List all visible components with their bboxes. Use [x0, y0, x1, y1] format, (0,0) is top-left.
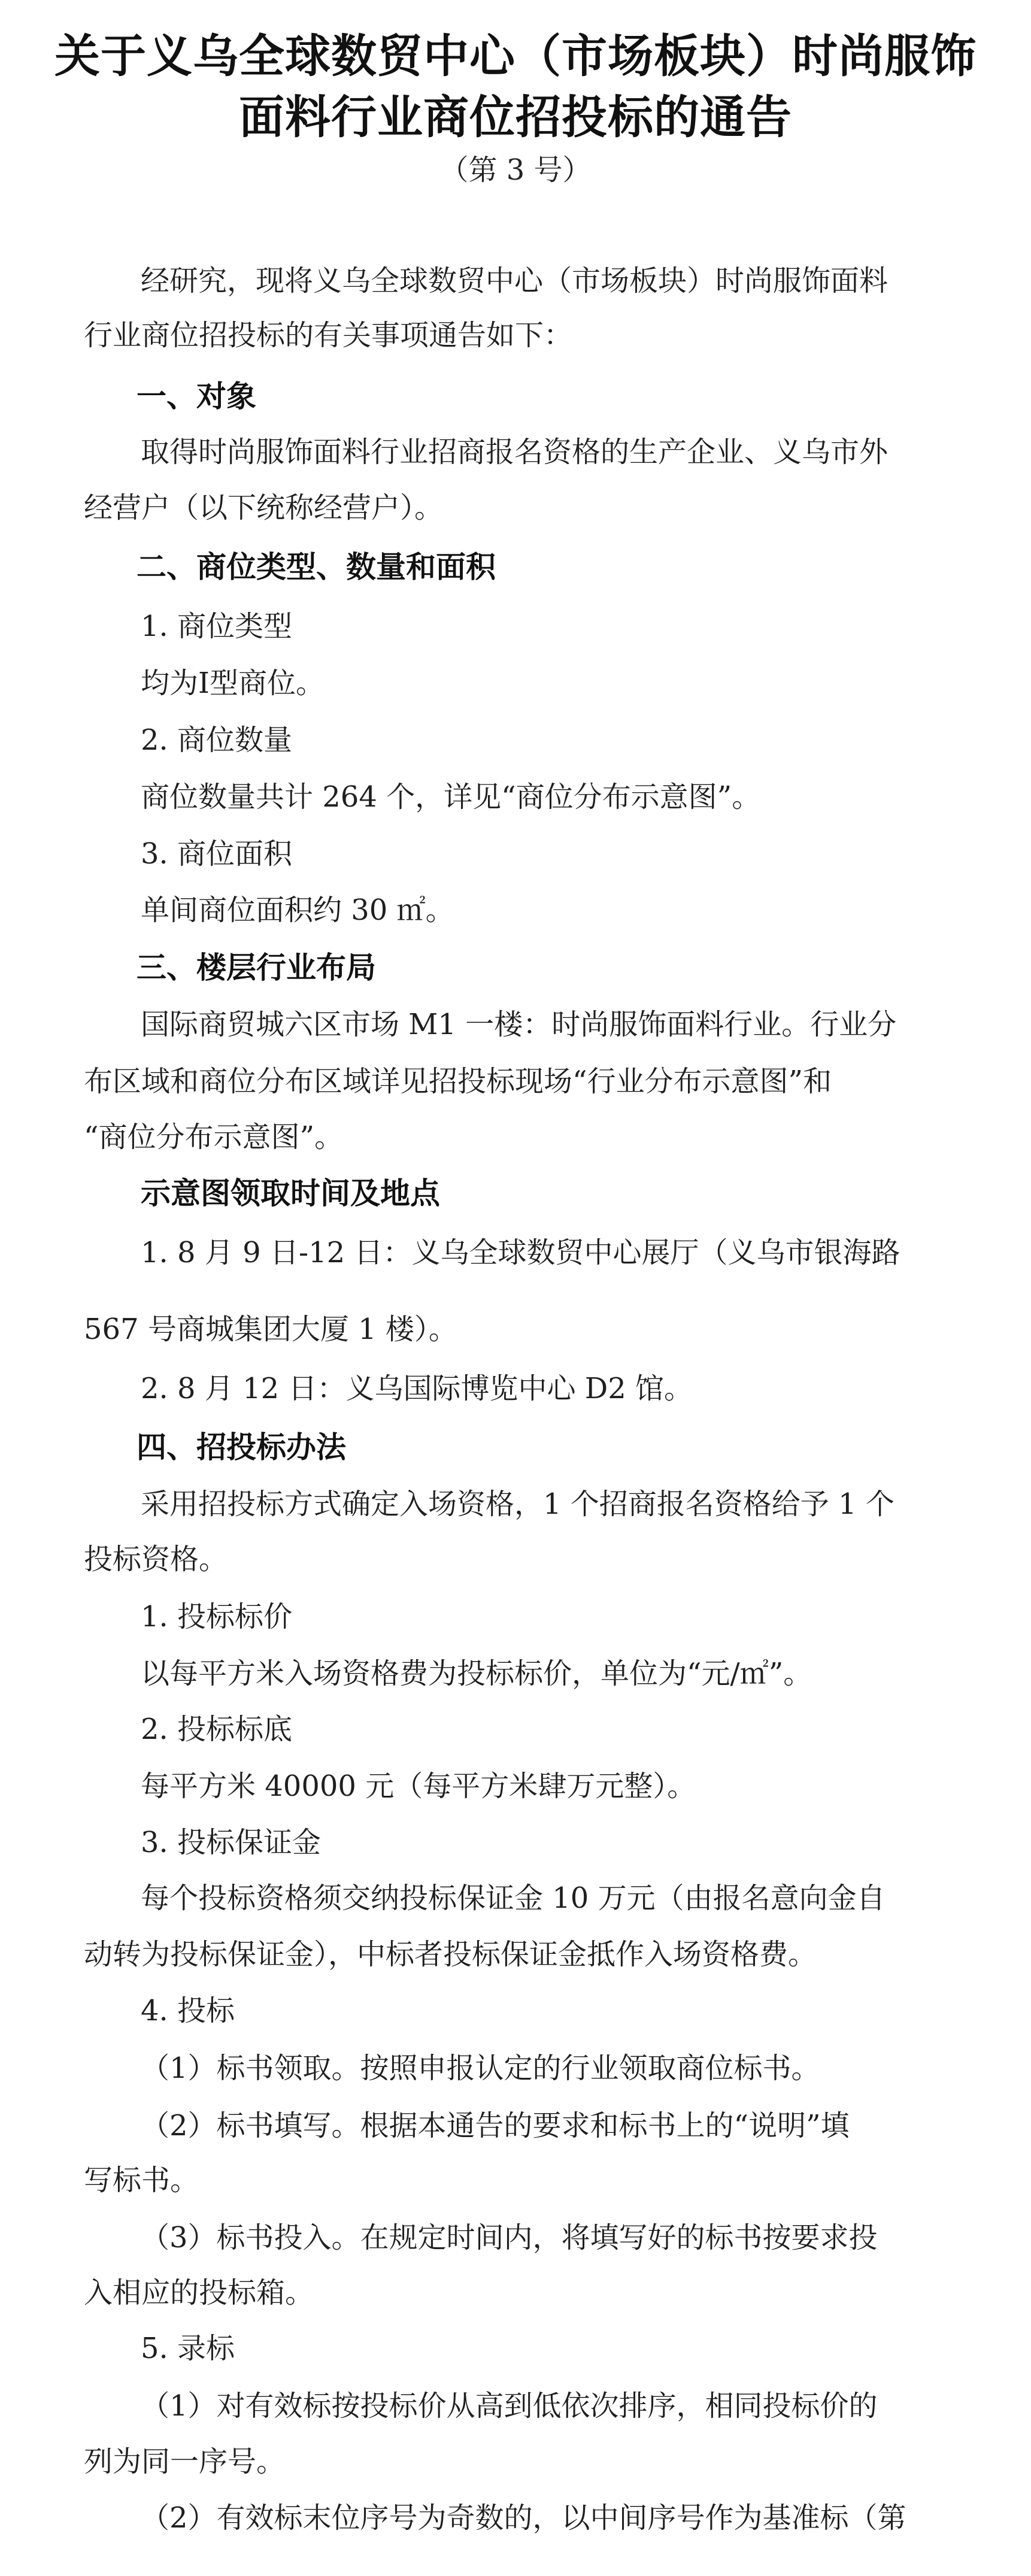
bidding-method-line-2: 投标资格。 [84, 1542, 228, 1576]
notice-title-line-2: 面料行业商位招投标的通告 [239, 90, 792, 144]
stall-area-title: 3. 商位面积 [141, 837, 293, 871]
award-item-1-line-1: （1）对有效标按投标价从高到低依次排序，相同投标价的 [141, 2389, 878, 2423]
section-heading-floor-layout: 三、楼层行业布局 [137, 950, 376, 985]
map-pickup-item-2: 2. 8 月 12 日：义乌国际博览中心 D2 馆。 [141, 1372, 693, 1405]
section1-body-line-1: 取得时尚服饰面料行业招商报名资格的生产企业、义乌市外 [141, 435, 889, 469]
deposit-text-line-2: 动转为投标保证金），中标者投标保证金抵作入场资格费。 [84, 1938, 817, 1971]
stall-area-text: 单间商位面积约 30 ㎡。 [141, 893, 454, 927]
bid-price-title: 1. 投标标价 [141, 1600, 293, 1634]
intro-line-1: 经研究，现将义乌全球数贸中心（市场板块）时尚服饰面料 [141, 264, 889, 298]
map-pickup-heading: 示意图领取时间及地点 [141, 1176, 440, 1211]
reserve-price-text: 每平方米 40000 元（每平方米肆万元整）。 [141, 1769, 696, 1803]
reserve-price-title: 2. 投标标底 [141, 1713, 293, 1746]
issue-number: （第 3 号） [439, 153, 592, 187]
stall-count-title: 2. 商位数量 [141, 723, 293, 757]
intro-line-2: 行业商位招投标的有关事项通告如下： [84, 319, 573, 352]
award-item-1-line-2: 列为同一序号。 [84, 2445, 286, 2478]
map-pickup-item-1-line-2: 567 号商城集团大厦 1 楼）。 [84, 1313, 457, 1346]
deposit-title: 3. 投标保证金 [141, 1826, 322, 1859]
award-item-2: （2）有效标末位序号为奇数的，以中间序号作为基准标（第 [141, 2501, 906, 2535]
floor-layout-line-3: “商位分布示意图”。 [84, 1120, 344, 1154]
section-heading-object: 一、对象 [137, 379, 256, 414]
section-heading-bidding-method: 四、招投标办法 [137, 1430, 346, 1465]
award-title: 5. 录标 [141, 2332, 235, 2365]
bidding-method-line-1: 采用招投标方式确定入场资格，1 个招商报名资格给予 1 个 [141, 1487, 894, 1521]
bid-item-3-line-1: （3）标书投入。在规定时间内，将填写好的标书按要求投 [141, 2221, 878, 2254]
bid-price-text: 以每平方米入场资格费为投标标价，单位为“元/㎡”。 [141, 1657, 812, 1690]
bid-title: 4. 投标 [141, 1994, 235, 2028]
bid-item-2-line-1: （2）标书填写。根据本通告的要求和标书上的“说明”填 [141, 2109, 850, 2142]
floor-layout-line-1: 国际商贸城六区市场 M1 一楼：时尚服饰面料行业。行业分 [141, 1008, 897, 1041]
notice-title-line-1: 关于义乌全球数贸中心（市场板块）时尚服饰 [54, 29, 977, 83]
floor-layout-line-2: 布区域和商位分布区域详见招投标现场“行业分布示意图”和 [84, 1065, 832, 1098]
deposit-text-line-1: 每个投标资格须交纳投标保证金 10 万元（由报名意向金自 [141, 1881, 886, 1915]
section1-body-line-2: 经营户（以下统称经营户）。 [84, 491, 444, 525]
stall-count-text: 商位数量共计 264 个，详见“商位分布示意图”。 [141, 780, 761, 814]
stall-type-title: 1. 商位类型 [141, 610, 293, 643]
map-pickup-item-1-line-1: 1. 8 月 9 日-12 日：义乌全球数贸中心展厅（义乌市银海路 [141, 1236, 900, 1269]
bid-item-3-line-2: 入相应的投标箱。 [84, 2276, 314, 2310]
bid-item-1: （1）标书领取。按照申报认定的行业领取商位标书。 [141, 2051, 820, 2085]
stall-type-text: 均为Ⅰ型商位。 [141, 666, 325, 700]
bid-item-2-line-2: 写标书。 [84, 2163, 199, 2197]
section-heading-stall-type: 二、商位类型、数量和面积 [137, 550, 496, 584]
